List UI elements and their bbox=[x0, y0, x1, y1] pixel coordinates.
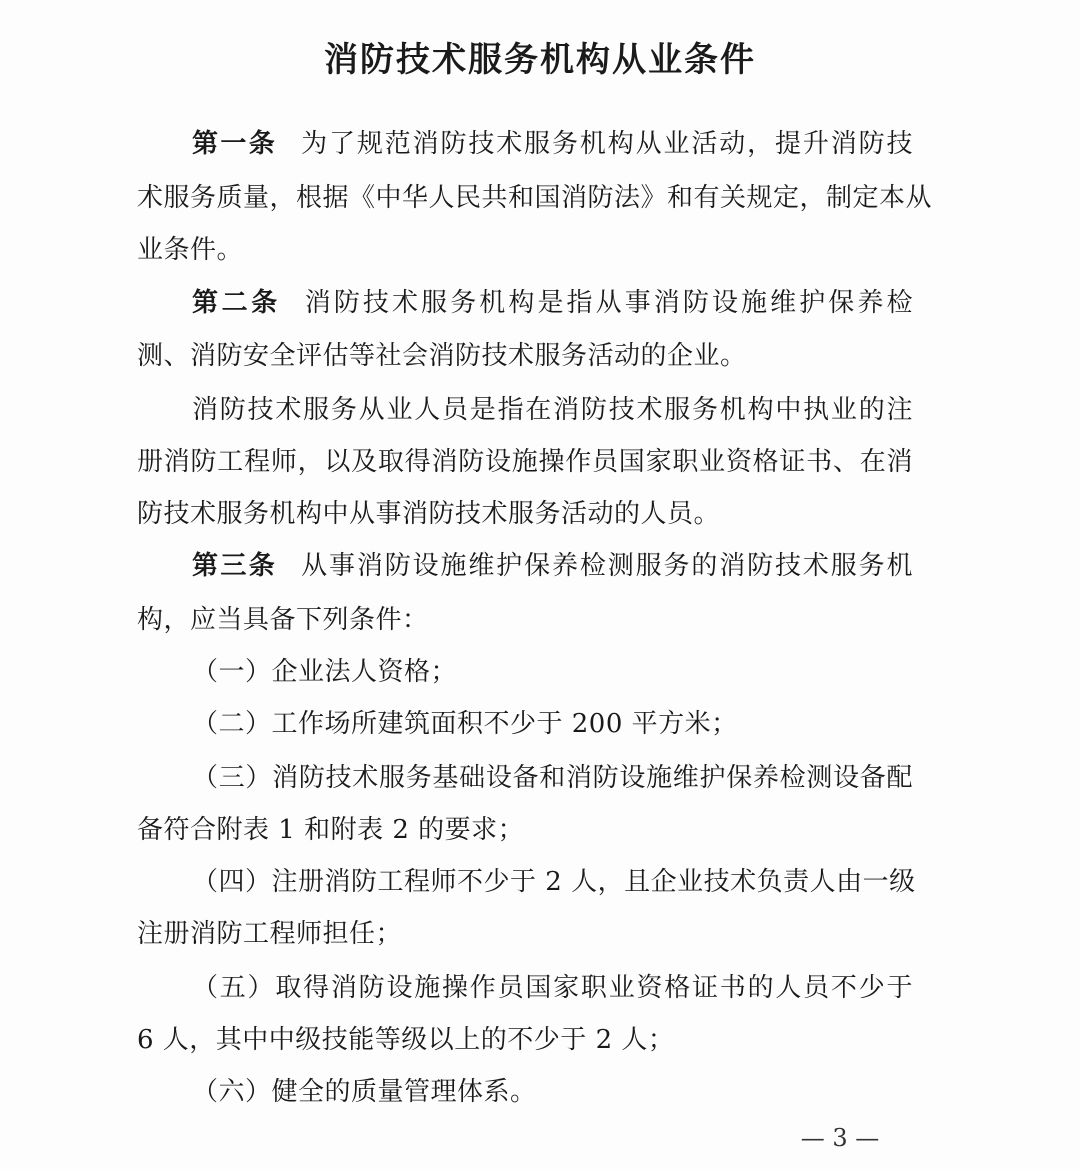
article-2-text-1: 消防技术服务机构是指从事消防设施维护保养检 bbox=[304, 288, 913, 318]
document-title: 消防技术服务机构从业条件 bbox=[324, 40, 756, 80]
condition-item-3-line-2: 备符合附表 1 和附表 2 的要求； bbox=[137, 815, 525, 845]
article-3-line-1 bbox=[192, 546, 913, 586]
condition-item-2: （二）工作场所建筑面积不少于 200 平方米； bbox=[192, 709, 738, 739]
condition-item-4-line-1: （四）注册消防工程师不少于 2 人，且企业技术负责人由一级 bbox=[192, 867, 916, 897]
article-1-line-1 bbox=[192, 124, 913, 164]
condition-item-3-line-1: （三）消防技术服务基础设备和消防设施维护保养检测设备配 bbox=[192, 763, 913, 793]
article-2-line-1 bbox=[192, 283, 913, 323]
article-1-text-1: 为了规范消防技术服务机构从业活动，提升消防技 bbox=[301, 129, 913, 159]
article-1-line-2: 术服务质量，根据《中华人民共和国消防法》和有关规定，制定本从 bbox=[137, 183, 933, 213]
article-2-line-2: 测、消防安全评估等社会消防技术服务活动的企业。 bbox=[137, 341, 747, 371]
condition-item-5-line-1: （五）取得消防设施操作员国家职业资格证书的人员不少于 bbox=[192, 973, 913, 1003]
condition-item-5-line-2: 6 人，其中中级技能等级以上的不少于 2 人； bbox=[137, 1025, 675, 1055]
page-number: — 3 — bbox=[800, 1124, 880, 1152]
article-2-label: 第二条 bbox=[192, 288, 281, 318]
article-1-label: 第一条 bbox=[192, 129, 278, 159]
article-2-para-2-line-2: 册消防工程师，以及取得消防设施操作员国家职业资格证书、在消 bbox=[137, 447, 913, 477]
article-1-line-3: 业条件。 bbox=[137, 235, 244, 265]
article-2-para-2-line-3: 防技术服务机构中从事消防技术服务活动的人员。 bbox=[137, 499, 721, 529]
condition-item-6: （六）健全的质量管理体系。 bbox=[192, 1077, 537, 1107]
article-3-line-2: 构，应当具备下列条件： bbox=[137, 605, 429, 635]
article-3-text-1: 从事消防设施维护保养检测服务的消防技术服务机 bbox=[301, 551, 913, 581]
article-3-label: 第三条 bbox=[192, 551, 278, 581]
article-2-para-2-line-1: 消防技术服务从业人员是指在消防技术服务机构中执业的注 bbox=[192, 395, 913, 425]
condition-item-4-line-2: 注册消防工程师担任； bbox=[137, 919, 403, 949]
condition-item-1: （一）企业法人资格； bbox=[192, 657, 458, 687]
